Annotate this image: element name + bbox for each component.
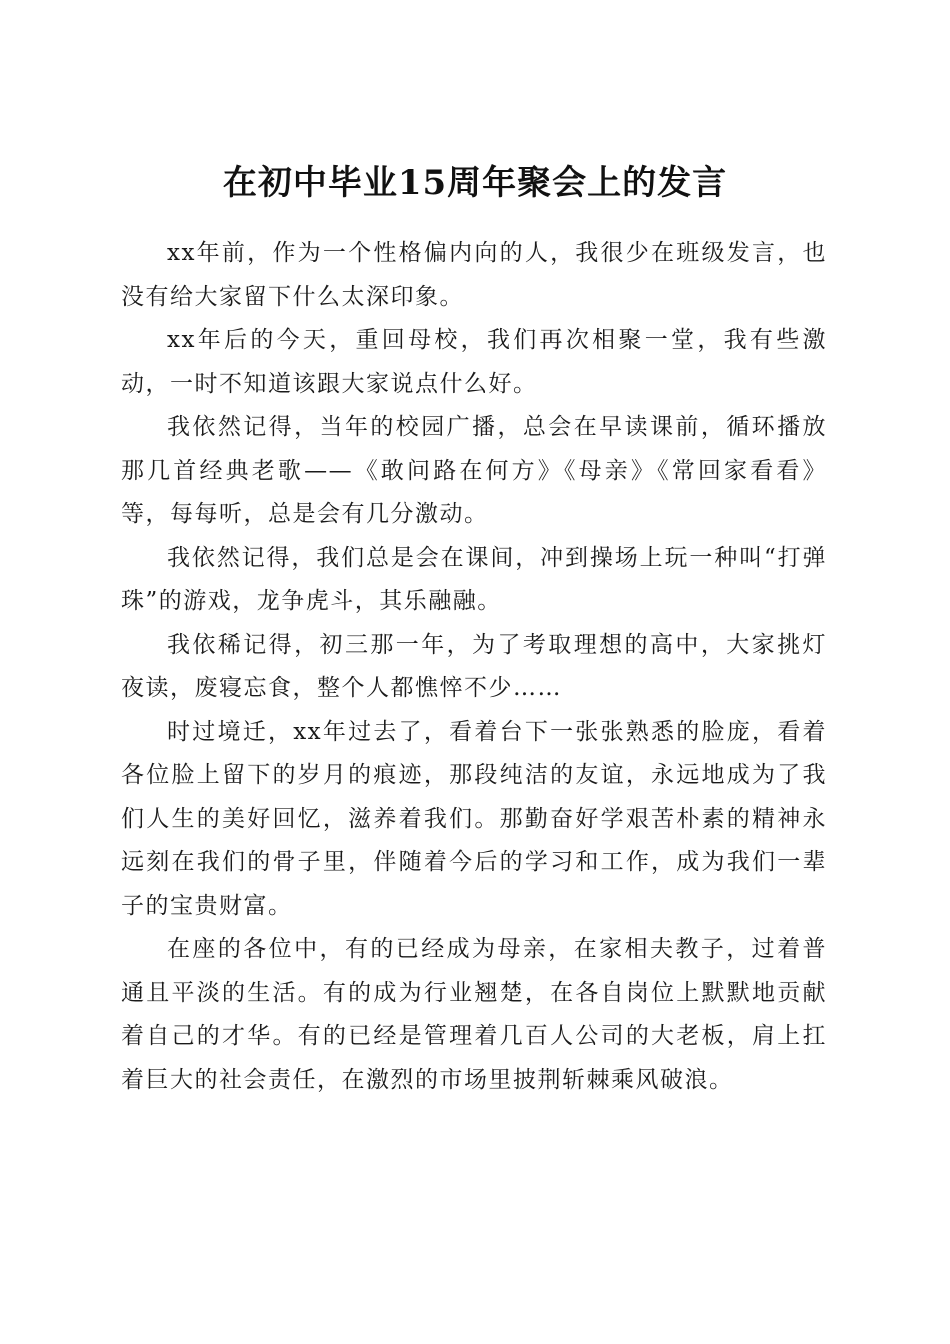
paragraph: xx年后的今天，重回母校，我们再次相聚一堂，我有些激动，一时不知道该跟大家说点什么好。 — [121, 327, 827, 397]
paragraph: 我依稀记得，初三那一年，为了考取理想的高中，大家挑灯夜读，废寝忘食，整个人都憔悴不少…… — [121, 631, 827, 701]
paragraph: 我依然记得，我们总是会在课间，冲到操场上玩一种叫“打弹珠”的游戏，龙争虎斗，其乐融融。 — [121, 544, 827, 614]
paragraph: 时过境迁，xx年过去了，看着台下一张张熟悉的脸庞，看着各位脸上留下的岁月的痕迹，那段纯洁的友谊，永远地成为了我们人生的美好回忆，滋养着我们。那勤奋好学艰苦朴素的精神永远刻在我们的骨子里，伴随着今后的学习和工作，成为我们一辈子的宝贵财富。 — [121, 718, 827, 919]
paragraph: 在座的各位中，有的已经成为母亲，在家相夫教子，过着普通且平淡的生活。有的成为行业翘楚，在各自岗位上默默地贡献着自己的才华。有的已经是管理着几百人公司的大老板，肩上扛着巨大的社会责任，在激烈的市场里披荆斩棘乘风破浪。 — [121, 936, 827, 1093]
paragraph: 我依然记得，当年的校园广播，总会在早读课前，循环播放那几首经典老歌——《敢问路在何方》《母亲》《常回家看看》等，每每听，总是会有几分激动。 — [121, 414, 827, 527]
paragraph: xx年前，作为一个性格偏内向的人，我很少在班级发言，也没有给大家留下什么太深印象。 — [121, 240, 827, 310]
document-body — [121, 232, 827, 1102]
page-title: 在初中毕业15周年聚会上的发言 — [222, 162, 728, 203]
